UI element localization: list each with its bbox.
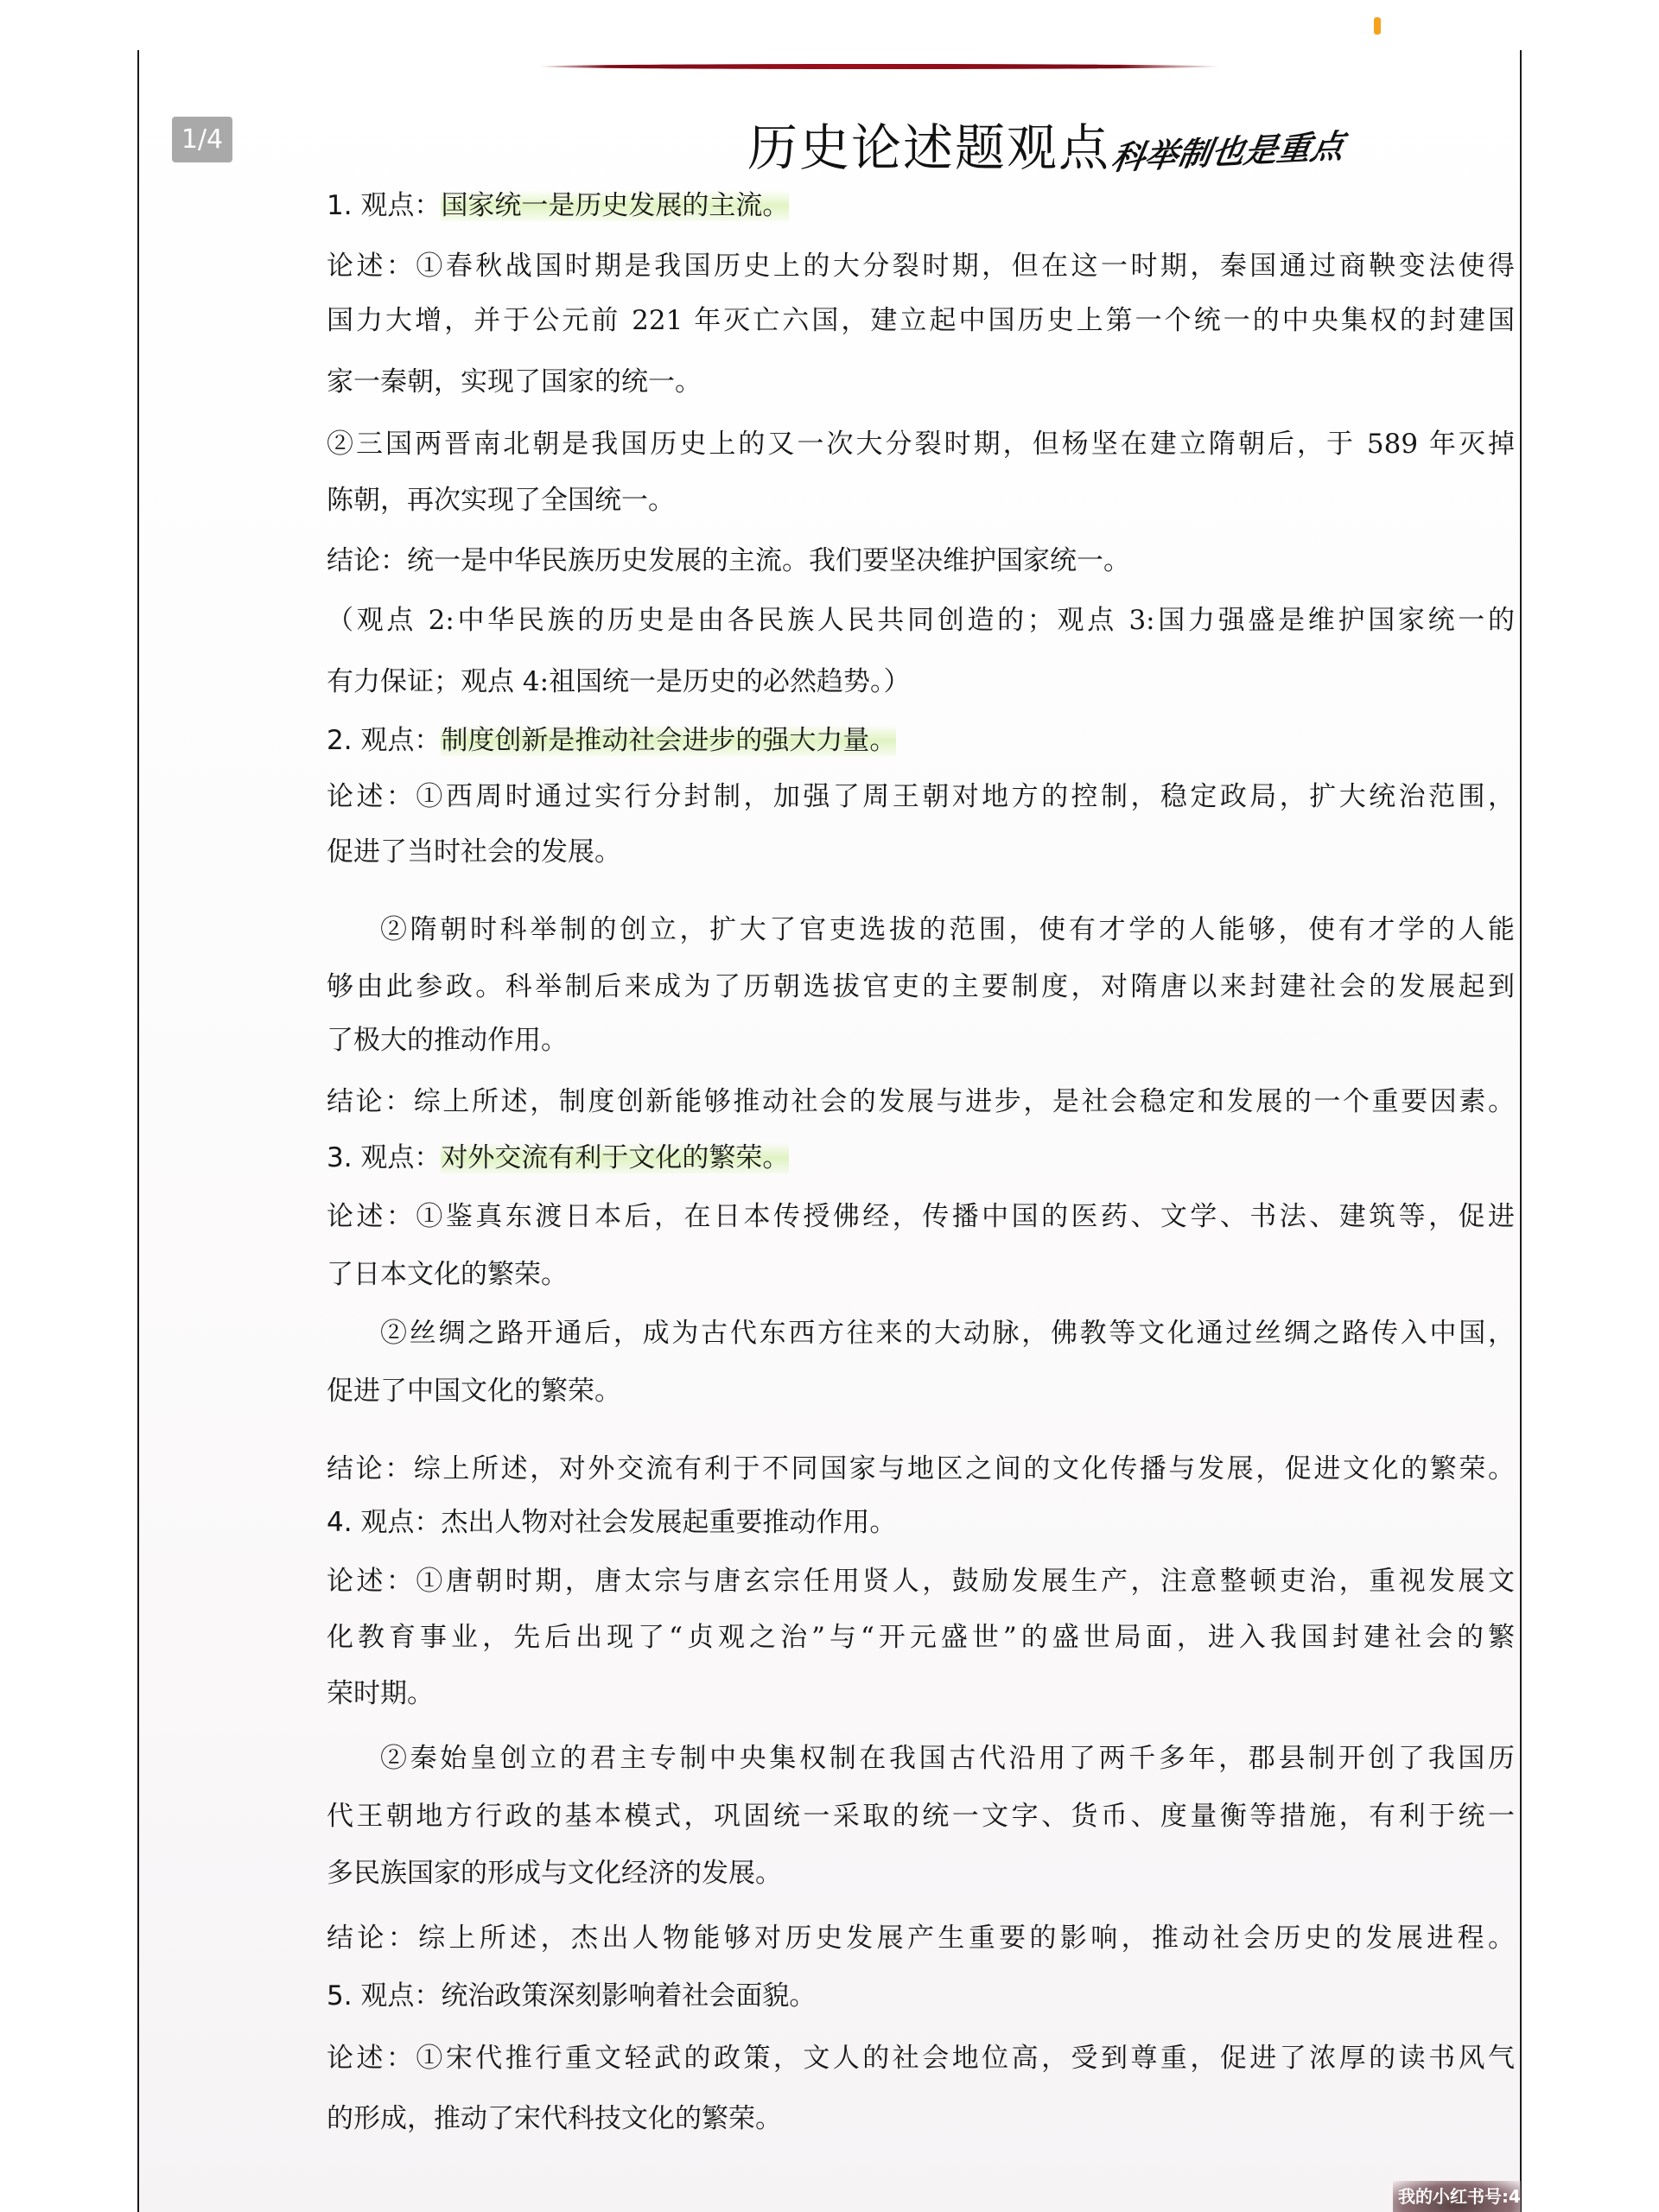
point-1-line: 陈朝，再次实现了全国统一。 xyxy=(327,485,675,516)
point-3-line: 论述：①鉴真东渡日本后，在日本传授佛经，传播中国的医药、文学、书法、建筑等，促进 xyxy=(327,1201,1515,1232)
point-2-heading xyxy=(327,721,1519,760)
point-1-line: 论述：①春秋战国时期是我国历史上的大分裂时期，但在这一时期，秦国通过商鞅变法使得 xyxy=(327,251,1515,282)
point-4-conclusion: 结论：综上所述，杰出人物能够对历史发展产生重要的影响，推动社会历史的发展进程。 xyxy=(327,1923,1515,1954)
point-4-line: 论述：①唐朝时期，唐太宗与唐玄宗任用贤人，鼓励发展生产，注意整顿吏治，重视发展文 xyxy=(327,1566,1515,1597)
point-4-line: 化教育事业，先后出现了“贞观之治”与“开元盛世”的盛世局面，进入我国封建社会的繁 xyxy=(327,1622,1515,1653)
point-number: 3. 观点： xyxy=(327,1142,442,1173)
handwritten-note: 科举制也是重点 xyxy=(1109,127,1347,177)
point-3-line: 促进了中国文化的繁荣。 xyxy=(327,1376,621,1407)
point-2-conclusion: 结论：综上所述，制度创新能够推动社会的发展与进步，是社会稳定和发展的一个重要因素。 xyxy=(327,1086,1515,1117)
point-3-heading xyxy=(327,1139,1519,1177)
point-number: 4. 观点： xyxy=(327,1507,442,1538)
point-claim: 统治政策深刻影响着社会面貌。 xyxy=(441,1980,817,2012)
header-rule xyxy=(538,64,1221,69)
point-5-line: 论述：①宋代推行重文轻武的政策，文人的社会地位高，受到尊重，促进了浓厚的读书风气 xyxy=(327,2043,1515,2074)
point-3-line: ②丝绸之路开通后，成为古代东西方往来的大动脉，佛教等文化通过丝绸之路传入中国， xyxy=(380,1318,1515,1349)
point-claim: 国家统一是历史发展的主流。 xyxy=(441,190,790,221)
point-4-line: 荣时期。 xyxy=(327,1678,434,1709)
document-title: 历史论述题观点 xyxy=(747,118,1111,177)
point-claim: 杰出人物对社会发展起重要推动作用。 xyxy=(441,1507,897,1538)
point-1-heading xyxy=(327,187,1519,225)
point-2-line: 够由此参政。科举制后来成为了历朝选拔官吏的主要制度，对隋唐以来封建社会的发展起到 xyxy=(327,971,1515,1002)
point-3-conclusion: 结论：综上所述，对外交流有利于不同国家与地区之间的文化传播与发展，促进文化的繁荣。 xyxy=(327,1453,1515,1484)
point-4-line: ②秦始皇创立的君主专制中央集权制在我国古代沿用了两千多年，郡县制开创了我国历 xyxy=(380,1743,1515,1774)
point-claim: 制度创新是推动社会进步的强大力量。 xyxy=(441,725,897,756)
point-1-line: 国力大增，并于公元前 221 年灭亡六国，建立起中国历史上第一个统一的中央集权的封建国 xyxy=(327,305,1515,336)
point-1-conclusion: 结论：统一是中华民族历史发展的主流。我们要坚决维护国家统一。 xyxy=(327,545,1130,576)
point-4-heading xyxy=(327,1503,1519,1541)
point-1-note: （观点 2:中华民族的历史是由各民族人民共同创造的；观点 3:国力强盛是维护国家统一的 xyxy=(327,605,1515,636)
point-claim: 对外交流有利于文化的繁荣。 xyxy=(441,1142,790,1173)
point-number: 2. 观点： xyxy=(327,725,442,756)
page-indicator-badge[interactable]: 1/4 xyxy=(172,117,232,162)
point-1-line: ②三国两晋南北朝是我国历史上的又一次大分裂时期，但杨坚在建立隋朝后，于 589 年灭掉 xyxy=(327,429,1515,460)
point-4-line: 代王朝地方行政的基本模式，巩固统一采取的统一文字、货币、度量衡等措施，有利于统一 xyxy=(327,1801,1515,1832)
point-2-line: 了极大的推动作用。 xyxy=(327,1025,568,1056)
point-1-line: 家一秦朝，实现了国家的统一。 xyxy=(327,366,702,397)
status-indicator xyxy=(1374,17,1381,35)
point-number: 1. 观点： xyxy=(327,190,442,221)
point-1-note: 有力保证；观点 4:祖国统一是历史的必然趋势。） xyxy=(327,666,911,697)
point-2-line: ②隋朝时科举制的创立，扩大了官吏选拔的范围，使有才学的人能够，使有才学的人能 xyxy=(380,914,1515,945)
point-2-line: 论述：①西周时通过实行分封制，加强了周王朝对地方的控制，稳定政局，扩大统治范围， xyxy=(327,781,1515,812)
point-4-line: 多民族国家的形成与文化经济的发展。 xyxy=(327,1858,782,1889)
point-2-line: 促进了当时社会的发展。 xyxy=(327,836,621,868)
point-number: 5. 观点： xyxy=(327,1980,442,2012)
point-3-line: 了日本文化的繁荣。 xyxy=(327,1259,568,1290)
watermark-label: 我的小红书号:4 xyxy=(1393,2181,1521,2212)
point-5-heading xyxy=(327,1977,1519,2015)
point-5-line: 的形成，推动了宋代科技文化的繁荣。 xyxy=(327,2103,782,2134)
